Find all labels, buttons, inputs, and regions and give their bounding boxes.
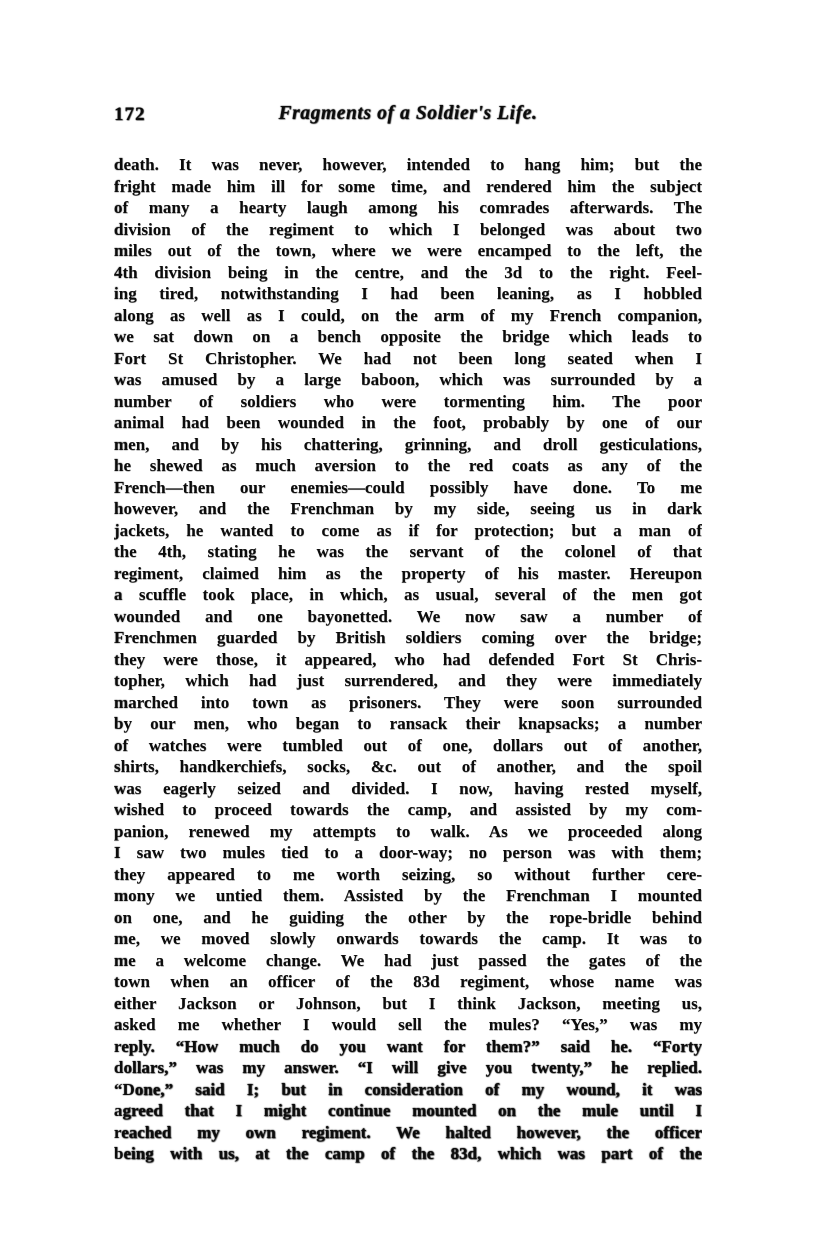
text-line: however, and the Frenchman by my side, seeing us in dark xyxy=(114,499,702,518)
text-line: “Done,” said I; but in consideration of my wound, it was xyxy=(114,1079,702,1099)
text-line: ing tired, notwithstanding I had been leaning, as I hobbled xyxy=(114,284,702,303)
text-line: we sat down on a bench opposite the bridge which leads to xyxy=(114,327,702,346)
text-line: dollars,” was my answer. “I will give you twenty,” he replied. xyxy=(114,1058,702,1077)
text-line: wished to proceed towards the camp, and assisted by my com- xyxy=(114,800,702,819)
page-number: 172 xyxy=(114,104,146,125)
text-line: by our men, who began to ransack their knapsacks; a number xyxy=(114,714,702,733)
text-line: number of soldiers who were tormenting him. The poor xyxy=(114,391,702,411)
text-line: of many a hearty laugh among his comrades afterwards. The xyxy=(114,198,702,217)
text-line: marched into town as prisoners. They were soon surrounded xyxy=(114,692,702,712)
text-line: panion, renewed my attempts to walk. As we proceeded along xyxy=(114,821,702,841)
text-line: animal had been wounded in the foot, probably by one of our xyxy=(114,413,702,432)
text-line: shirts, handkerchiefs, socks, &c. out of another, and the spoil xyxy=(114,757,702,776)
text-line: division of the regiment to which I belonged was about two xyxy=(114,219,702,239)
text-line: of watches were tumbled out of one, dollars out of another, xyxy=(114,735,702,755)
text-line: fright made him ill for some time, and rendered him the subject xyxy=(114,176,702,196)
text-line: French—then our enemies—could possibly have done. To me xyxy=(114,477,702,497)
text-line: regiment, claimed him as the property of his master. Hereupon xyxy=(114,563,702,583)
text-line: he shewed as much aversion to the red coats as any of the xyxy=(114,456,702,475)
running-head: Fragments of a Soldier's Life. xyxy=(278,103,538,124)
text-line: they appeared to me worth seizing, so without further cere- xyxy=(114,864,702,884)
text-line: I saw two mules tied to a door-way; no person was with them; xyxy=(114,843,702,862)
page-header xyxy=(114,103,702,128)
text-line: a scuffle took place, in which, as usual, several of the men got xyxy=(114,585,702,604)
text-line: men, and by his chattering, grinning, and droll gesticulations, xyxy=(114,434,702,454)
text-line: along as well as I could, on the arm of my French companion, xyxy=(114,305,702,325)
text-line: death. It was never, however, intended to hang him; but the xyxy=(114,155,702,174)
text-line: the 4th, stating he was the servant of the colonel of that xyxy=(114,542,702,561)
text-line: agreed that I might continue mounted on the mule until I xyxy=(114,1101,702,1120)
page-body xyxy=(114,154,702,1165)
text-line: asked me whether I would sell the mules? “Yes,” was my xyxy=(114,1015,702,1034)
text-line: Fort St Christopher. We had not been long seated when I xyxy=(114,348,702,368)
page-content xyxy=(114,103,702,1165)
text-line: me a welcome change. We had just passed the gates of the xyxy=(114,950,702,970)
text-line: jackets, he wanted to come as if for protection; but a man of xyxy=(114,520,702,540)
text-line: Frenchmen guarded by British soldiers coming over the bridge; xyxy=(114,628,702,647)
text-line: reply. “How much do you want for them?” said he. “Forty xyxy=(114,1036,702,1056)
text-line: reached my own regiment. We halted however, the officer xyxy=(114,1122,702,1142)
text-line: 4th division being in the centre, and the 3d to the right. Feel- xyxy=(114,262,702,282)
text-line: topher, which had just surrendered, and they were immediately xyxy=(114,671,702,690)
text-line: either Jackson or Johnson, but I think Jackson, meeting us, xyxy=(114,993,702,1013)
text-line: wounded and one bayonetted. We now saw a number of xyxy=(114,606,702,626)
text-line: town when an officer of the 83d regiment, whose name was xyxy=(114,972,702,991)
text-line: on one, and he guiding the other by the rope-bridle behind xyxy=(114,907,702,927)
text-line: me, we moved slowly onwards towards the camp. It was to xyxy=(114,929,702,948)
text-line: was eagerly seized and divided. I now, having rested myself, xyxy=(114,778,702,798)
text-line: they were those, it appeared, who had defended Fort St Chris- xyxy=(114,649,702,669)
text-line: mony we untied them. Assisted by the Frenchman I mounted xyxy=(114,886,702,905)
text-line: being with us, at the camp of the 83d, which was part of the xyxy=(114,1144,702,1163)
text-line: was amused by a large baboon, which was surrounded by a xyxy=(114,370,702,389)
text-line: miles out of the town, where we were encamped to the left, the xyxy=(114,241,702,260)
